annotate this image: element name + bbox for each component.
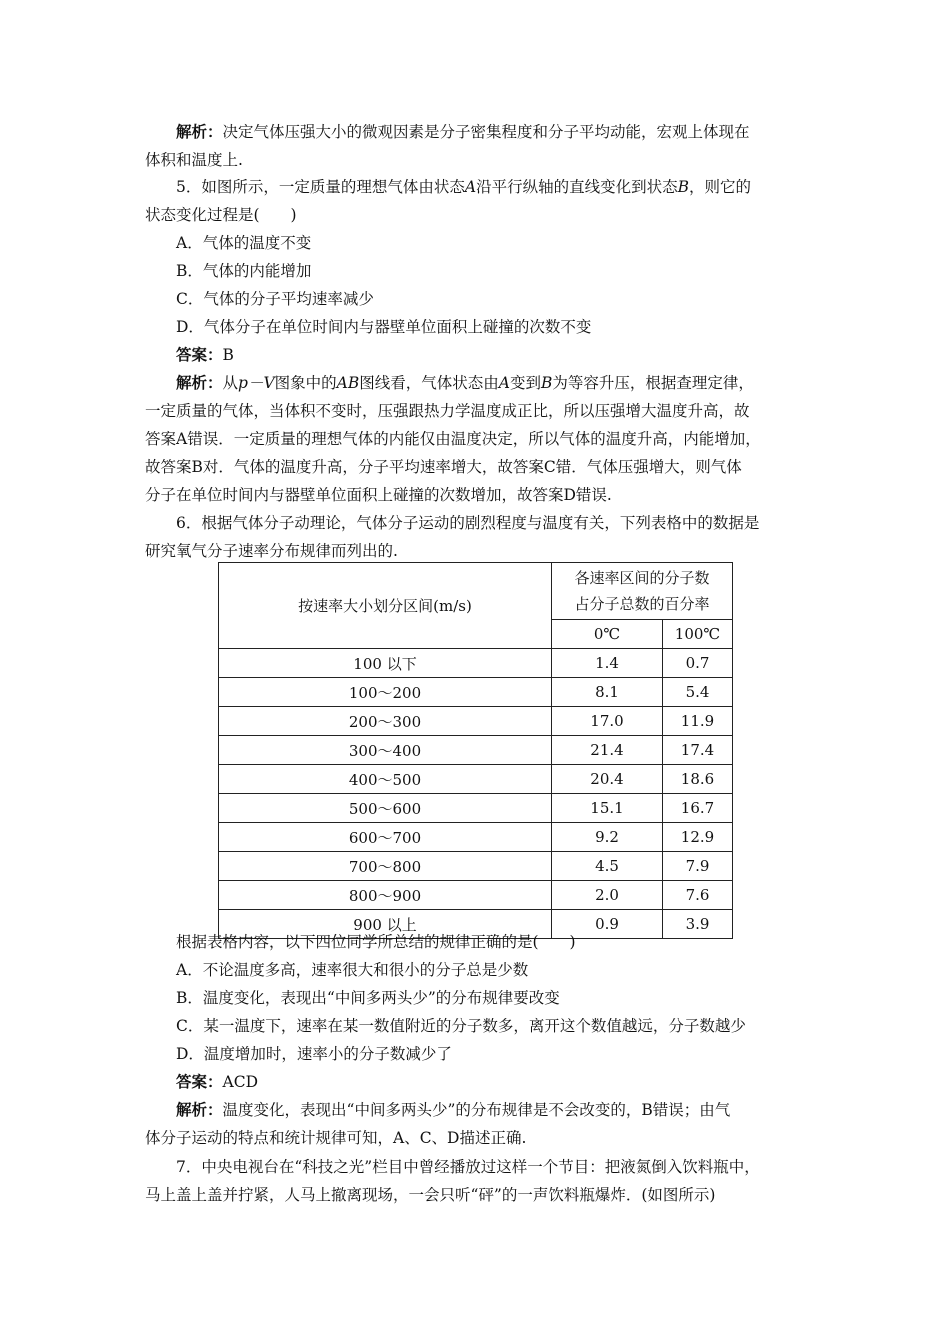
cell-0c: 0.9 bbox=[552, 910, 663, 939]
table-row bbox=[219, 881, 733, 910]
cell-0c: 2.0 bbox=[552, 881, 663, 910]
analysis-text: 图线看，气体状态由 bbox=[359, 374, 499, 392]
analysis-label: 解析： bbox=[176, 373, 223, 392]
cell-0c: 1.4 bbox=[552, 649, 663, 678]
q5-option-b: B．气体的内能增加 bbox=[176, 262, 312, 280]
analysis-text: 从 bbox=[222, 374, 239, 392]
table-row bbox=[219, 823, 733, 852]
cell-100c: 18.6 bbox=[663, 765, 733, 794]
table-header-percent bbox=[552, 563, 733, 620]
table-row bbox=[219, 736, 733, 765]
cell-range: 200～300 bbox=[219, 707, 552, 736]
cell-range: 600～700 bbox=[219, 823, 552, 852]
table-row bbox=[219, 794, 733, 823]
pv-var: p－V bbox=[238, 374, 275, 392]
analysis-label: 解析： bbox=[176, 122, 223, 141]
cell-range: 300～400 bbox=[219, 736, 552, 765]
cell-0c: 15.1 bbox=[552, 794, 663, 823]
q4-analysis-line1 bbox=[176, 118, 846, 146]
analysis-text: 温度变化，表现出“中间多两头少”的分布规律是不会改变的，B错误；由气 bbox=[222, 1101, 731, 1119]
analysis-text: 决定气体压强大小的微观因素是分子密集程度和分子平均动能，宏观上体现在 bbox=[222, 123, 750, 141]
state-b-var: B bbox=[677, 178, 689, 196]
q6-analysis-line2: 体分子运动的特点和统计规律可知，A、C、D描述正确. bbox=[145, 1129, 527, 1147]
q5-analysis-line4: 故答案B对．气体的温度升高，分子平均速率增大，故答案C错．气体压强增大，则气体 bbox=[145, 458, 742, 476]
q5-stem-line1 bbox=[176, 173, 846, 201]
q7-stem-line1: 7．中央电视台在“科技之光”栏目中曾经播放过这样一个节目：把液氮倒入饮料瓶中， bbox=[176, 1158, 760, 1176]
cell-100c: 7.6 bbox=[663, 881, 733, 910]
q5-option-d: D．气体分子在单位时间内与器壁单位面积上碰撞的次数不变 bbox=[176, 318, 592, 336]
cell-100c: 12.9 bbox=[663, 823, 733, 852]
q7-stem-line2: 马上盖上盖并拧紧，人马上撤离现场，一会只听“砰”的一声饮料瓶爆炸．(如图所示) bbox=[145, 1186, 716, 1204]
cell-range: 500～600 bbox=[219, 794, 552, 823]
b-var: B bbox=[541, 374, 553, 392]
q5-option-a: A．气体的温度不变 bbox=[176, 234, 312, 252]
q4-analysis-line2: 体积和温度上. bbox=[145, 151, 243, 169]
stem-text: 5．如图所示，一定质量的理想气体由状态 bbox=[176, 178, 465, 196]
q6-option-c: C．某一温度下，速率在某一数值附近的分子数多，离开这个数值越远，分子数越少 bbox=[176, 1017, 746, 1035]
cell-100c: 5.4 bbox=[663, 678, 733, 707]
cell-100c: 0.7 bbox=[663, 649, 733, 678]
q5-analysis-line1 bbox=[176, 369, 846, 397]
cell-range: 700～800 bbox=[219, 852, 552, 881]
cell-100c: 11.9 bbox=[663, 707, 733, 736]
q6-answer bbox=[176, 1068, 846, 1096]
q6-stem-line1: 6．根据气体分子动理论，气体分子运动的剧烈程度与温度有关，下列表格中的数据是 bbox=[176, 514, 760, 532]
table-row bbox=[219, 765, 733, 794]
table-header-0c: 0℃ bbox=[552, 620, 663, 649]
answer-label: 答案： bbox=[176, 345, 223, 364]
q5-stem-line2: 状态变化过程是( ) bbox=[145, 206, 297, 224]
state-a-var: A bbox=[464, 178, 477, 196]
table-row bbox=[219, 707, 733, 736]
table-header-range: 按速率大小划分区间(m/s) bbox=[219, 563, 552, 649]
analysis-text: 为等容升压，根据查理定律， bbox=[552, 374, 754, 392]
analysis-label: 解析： bbox=[176, 1100, 223, 1119]
q5-analysis-line3: 答案A错误．一定质量的理想气体的内能仅由温度决定，所以气体的温度升高，内能增加， bbox=[145, 430, 761, 448]
q5-analysis-line5: 分子在单位时间内与器壁单位面积上碰撞的次数增加，故答案D错误. bbox=[145, 486, 612, 504]
table-row bbox=[219, 649, 733, 678]
header-line: 占分子总数的百分率 bbox=[574, 595, 710, 613]
cell-0c: 17.0 bbox=[552, 707, 663, 736]
table-header-100c: 100℃ bbox=[663, 620, 733, 649]
q6-analysis-line1 bbox=[176, 1096, 846, 1124]
stem-text: 沿平行纵轴的直线变化到状态 bbox=[476, 178, 678, 196]
cell-range: 100～200 bbox=[219, 678, 552, 707]
cell-0c: 21.4 bbox=[552, 736, 663, 765]
q5-answer bbox=[176, 341, 846, 369]
answer-value: ACD bbox=[222, 1073, 258, 1091]
cell-range: 100 以下 bbox=[219, 649, 552, 678]
cell-range: 800～900 bbox=[219, 881, 552, 910]
analysis-text: 变到 bbox=[509, 374, 541, 392]
cell-100c: 7.9 bbox=[663, 852, 733, 881]
stem-text: ，则它的 bbox=[688, 178, 751, 196]
cell-0c: 8.1 bbox=[552, 678, 663, 707]
table-row bbox=[219, 678, 733, 707]
header-line: 各速率区间的分子数 bbox=[574, 569, 710, 587]
table-row bbox=[219, 852, 733, 881]
cell-0c: 4.5 bbox=[552, 852, 663, 881]
answer-value: B bbox=[222, 346, 234, 364]
cell-100c: 3.9 bbox=[663, 910, 733, 939]
cell-0c: 9.2 bbox=[552, 823, 663, 852]
cell-100c: 16.7 bbox=[663, 794, 733, 823]
q6-option-b: B．温度变化，表现出“中间多两头少”的分布规律要改变 bbox=[176, 989, 560, 1007]
q5-option-c: C．气体的分子平均速率减少 bbox=[176, 290, 374, 308]
answer-label: 答案： bbox=[176, 1072, 223, 1091]
speed-distribution-table bbox=[218, 562, 733, 939]
q6-option-a: A．不论温度多高，速率很大和很小的分子总是少数 bbox=[176, 961, 529, 979]
q6-stem-line2: 研究氧气分子速率分布规律而列出的. bbox=[145, 542, 398, 560]
cell-0c: 20.4 bbox=[552, 765, 663, 794]
cell-100c: 17.4 bbox=[663, 736, 733, 765]
analysis-text: 图象中的 bbox=[274, 374, 337, 392]
cell-range: 400～500 bbox=[219, 765, 552, 794]
q6-question: 根据表格内容，以下四位同学所总结的规律正确的是( ) bbox=[176, 933, 576, 951]
cell-range: 900 以上 bbox=[219, 910, 552, 939]
ab-var: AB bbox=[336, 374, 360, 392]
a-var: A bbox=[498, 374, 510, 392]
q6-option-d: D．温度增加时，速率小的分子数减少了 bbox=[176, 1045, 452, 1063]
q5-analysis-line2: 一定质量的气体，当体积不变时，压强跟热力学温度成正比，所以压强增大温度升高，故 bbox=[145, 402, 750, 420]
